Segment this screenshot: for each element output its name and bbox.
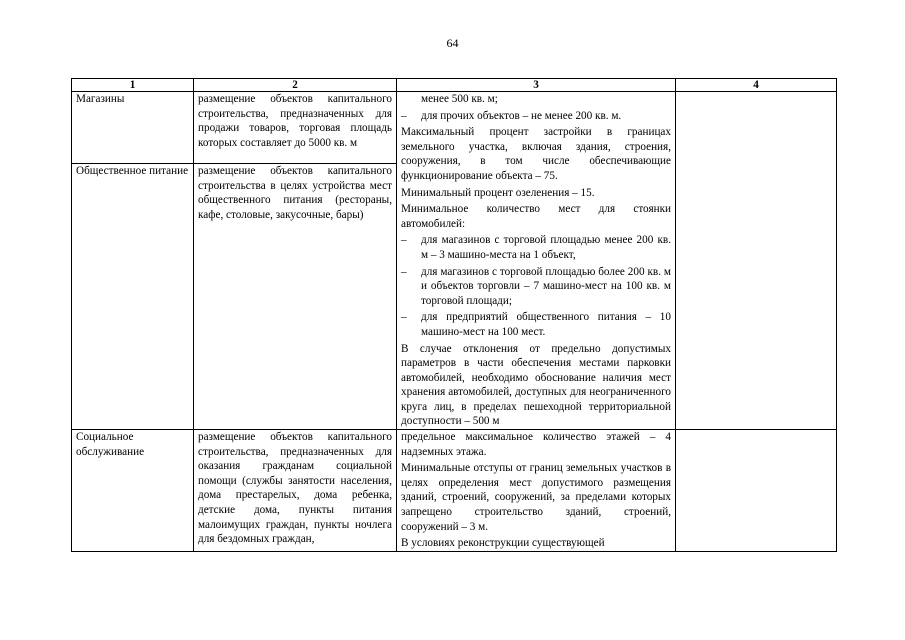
page-number: 64 (446, 36, 459, 50)
header-col-1: 1 (72, 79, 194, 92)
row-desc-catering: размещение объектов капитального строительства в целях устройства мест общественного питания (рестораны, кафе, столовые, закусочные, бары) (198, 165, 392, 221)
table-row-shops-catering (72, 92, 837, 430)
row-name-catering: Общественное питание (76, 165, 189, 177)
row-desc-shops: размещение объектов капитального строительства, предназначенных для продажи товаров, торговая площадь которых составляет до 5000 кв. м (194, 92, 396, 164)
row-name-shops: Магазины (72, 92, 193, 164)
col3-group-2 (397, 430, 676, 552)
col4-group-1 (676, 92, 837, 430)
header-col-4: 4 (676, 79, 837, 92)
header-col-2: 2 (194, 79, 397, 92)
dash-marker: – (401, 234, 407, 247)
dash-text-shops-big: для магазинов с торговой площадью более 200 кв. м и объектов торговли – 7 машино-мест на 100 кв. м торговой площади; (421, 265, 671, 307)
row-name-social: Социальное обслуживание (72, 430, 194, 552)
dash-marker: – (401, 265, 407, 278)
table-header-row (72, 79, 837, 92)
dash-item-shops-big (401, 265, 671, 309)
para-floors: предельное максимальное количество этажей – 4 надземных этажа. (401, 431, 671, 458)
para-setbacks: Минимальные отступы от границ земельных участков в целях определения мест допустимого размещения зданий, строений, сооружений, за пределами которых запрещено строительство зданий, строений, сооружений – 3 м. (401, 462, 671, 533)
dash-text-other: для прочих объектов – не менее 200 кв. м. (421, 109, 622, 122)
header-col-3: 3 (397, 79, 676, 92)
para-deviation: В случае отклонения от предельно допустимых параметров в части обеспечения местами парковки автомобилей, необходимо обоснование наличия мест хранения автомобилей, доступных для неограниченного круга лиц, в пределах пешеходной территориальной доступности – 500 м (401, 342, 671, 428)
dash-item-catering (401, 310, 671, 339)
para-reconstruction: В условиях реконструкции существующей (401, 537, 605, 550)
dash-marker: – (401, 109, 407, 122)
col1-group-1 (72, 92, 194, 430)
col2-group-1 (194, 92, 397, 430)
para-min-green: Минимальный процент озеленения – 15. (401, 186, 595, 199)
dash-item-shops-small (401, 233, 671, 262)
table-row-social (72, 430, 837, 552)
dash-text-shops-small: для магазинов с торговой площадью менее 200 кв. м – 3 машино-места на 1 объект, (421, 234, 671, 261)
regulations-table (71, 78, 837, 552)
dash-text-catering: для предприятий общественного питания – 10 машино-мест на 100 мест. (421, 311, 671, 338)
dash-marker: – (401, 311, 407, 324)
para-parking: Минимальное количество мест для стоянки автомобилей: (401, 203, 671, 230)
col4-group-2 (676, 430, 837, 552)
col3-group-1 (397, 92, 676, 430)
row-desc-social: размещение объектов капитального строительства, предназначенных для оказания гражданам социальной помощи (службы занятости населения, дома престарелых, дома ребенка, детские дома, пункты питания малоимущих граждан, пункты ночлега для бездомных граждан, (194, 430, 397, 552)
dash-item-other (401, 109, 671, 124)
para-max-percent: Максимальный процент застройки в границах земельного участка, включая здания, строения, сооружения, в том числе обеспечивающие функционирование объекта – 75. (401, 126, 671, 182)
cont-first-line: менее 500 кв. м; (421, 93, 498, 105)
